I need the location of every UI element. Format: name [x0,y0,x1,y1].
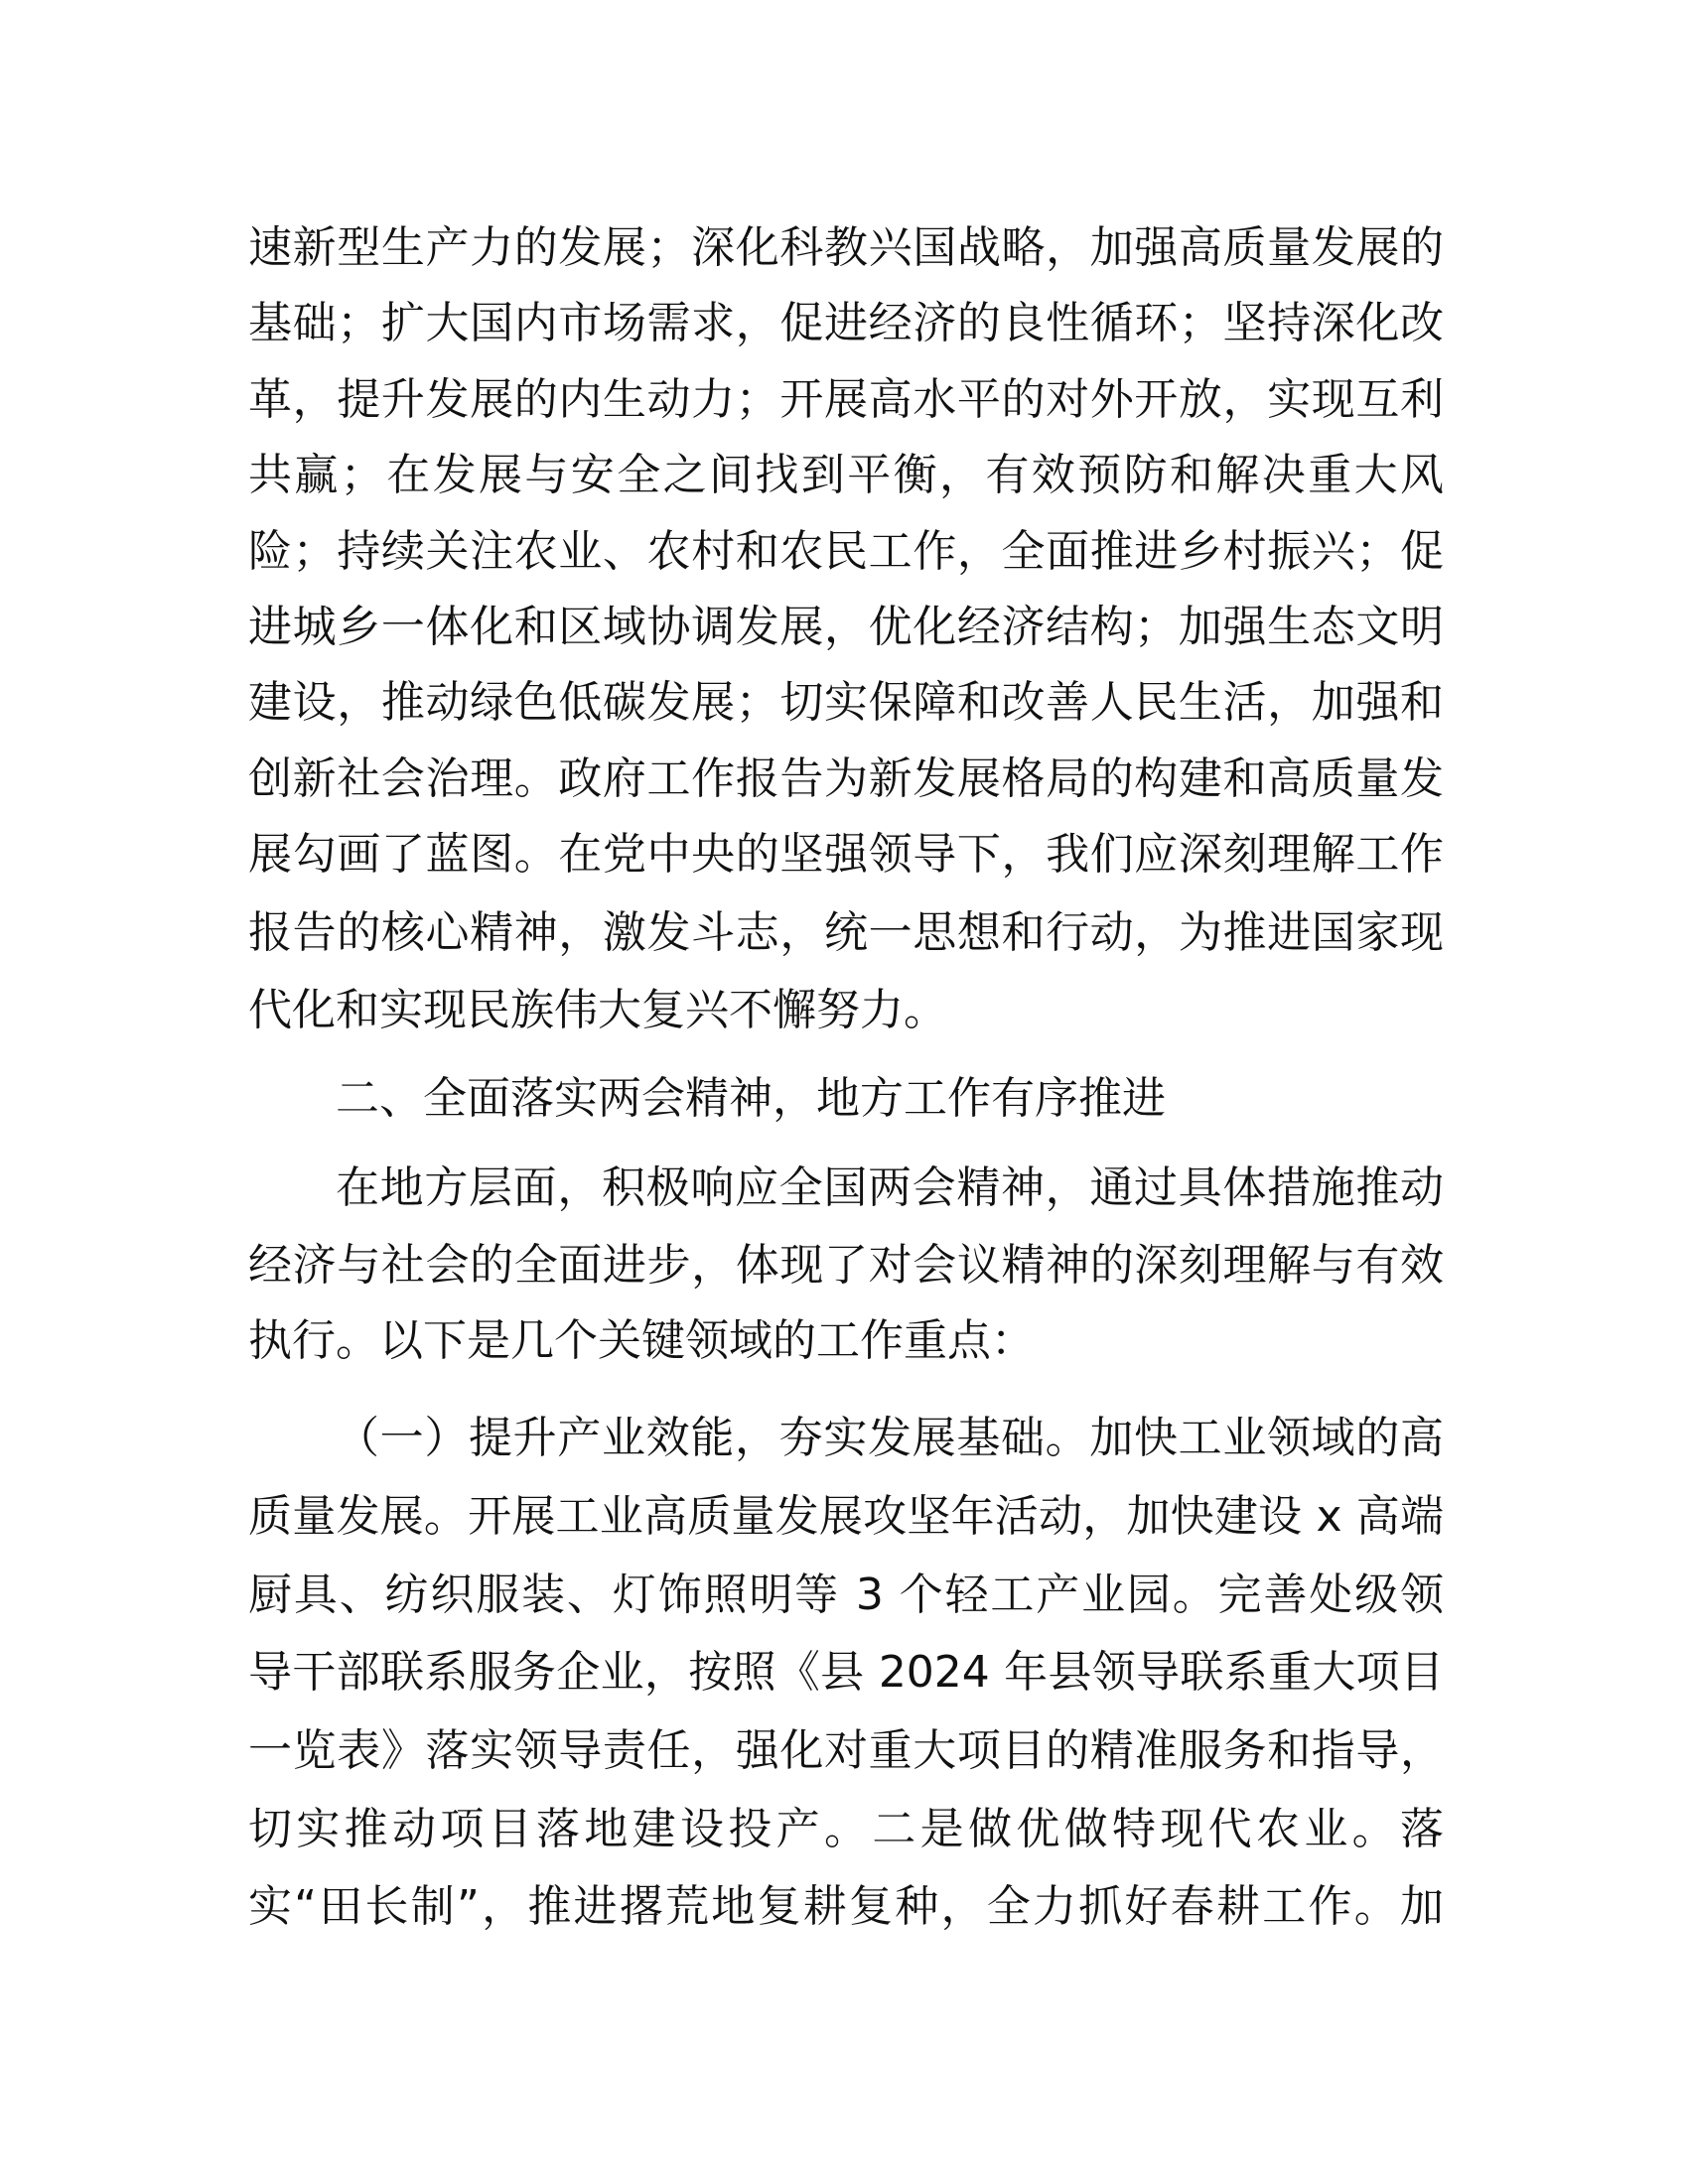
text-line: 建设，推动绿色低碳发展；切实保障和改善人民生活，加强和 [248,677,1444,728]
text-line: 进城乡一体化和区域协调发展，优化经济结构；加强生态文明 [248,602,1444,652]
text-line: 经济与社会的全面进步，体现了对会议精神的深刻理解与有效 [248,1240,1444,1291]
text-line: 创新社会治理。政府工作报告为新发展格局的构建和高质量发 [248,753,1444,804]
text-line: 展勾画了蓝图。在党中央的坚强领导下，我们应深刻理解工作 [248,829,1444,880]
text-line: （一）提升产业效能，夯实发展基础。加快工业领域的高 [336,1413,1444,1463]
text-line: 速新型生产力的发展；深化科教兴国战略，加强高质量发展的 [248,222,1444,273]
text-line: 报告的核心精神，激发斗志，统一思想和行动，为推进国家现 [248,907,1444,958]
text-line: 执行。以下是几个关键领域的工作重点： [248,1315,1035,1366]
text-line: 一览表》落实领导责任，强化对重大项目的精准服务和指导， [248,1725,1444,1776]
text-line: 导干部联系服务企业，按照《县 2024 年县领导联系重大项目 [248,1647,1444,1698]
section-heading: 二、全面落实两会精神，地方工作有序推进 [336,1073,1166,1124]
text-line: 厨具、纺织服装、灯饰照明等 3 个轻工产业园。完善处级领 [248,1570,1444,1620]
text-line: 代化和实现民族伟大复兴不懈努力。 [248,985,947,1035]
text-line: 基础；扩大国内市场需求，促进经济的良性循环；坚持深化改 [248,298,1444,348]
text-line: 切实推动项目落地建设投产。二是做优做特现代农业。落 [248,1804,1444,1854]
text-line: 险；持续关注农业、农村和农民工作，全面推进乡村振兴；促 [248,526,1444,577]
text-line: 质量发展。开展工业高质量发展攻坚年活动，加快建设 x 高端 [248,1491,1444,1542]
text-line: 共赢；在发展与安全之间找到平衡，有效预防和解决重大风 [248,450,1444,500]
text-line: 革，提升发展的内生动力；开展高水平的对外开放，实现互利 [248,374,1444,425]
text-line: 实“田长制”，推进撂荒地复耕复种，全力抓好春耕工作。加 [248,1881,1444,1932]
text-line: 在地方层面，积极响应全国两会精神，通过具体措施推动 [336,1162,1444,1213]
